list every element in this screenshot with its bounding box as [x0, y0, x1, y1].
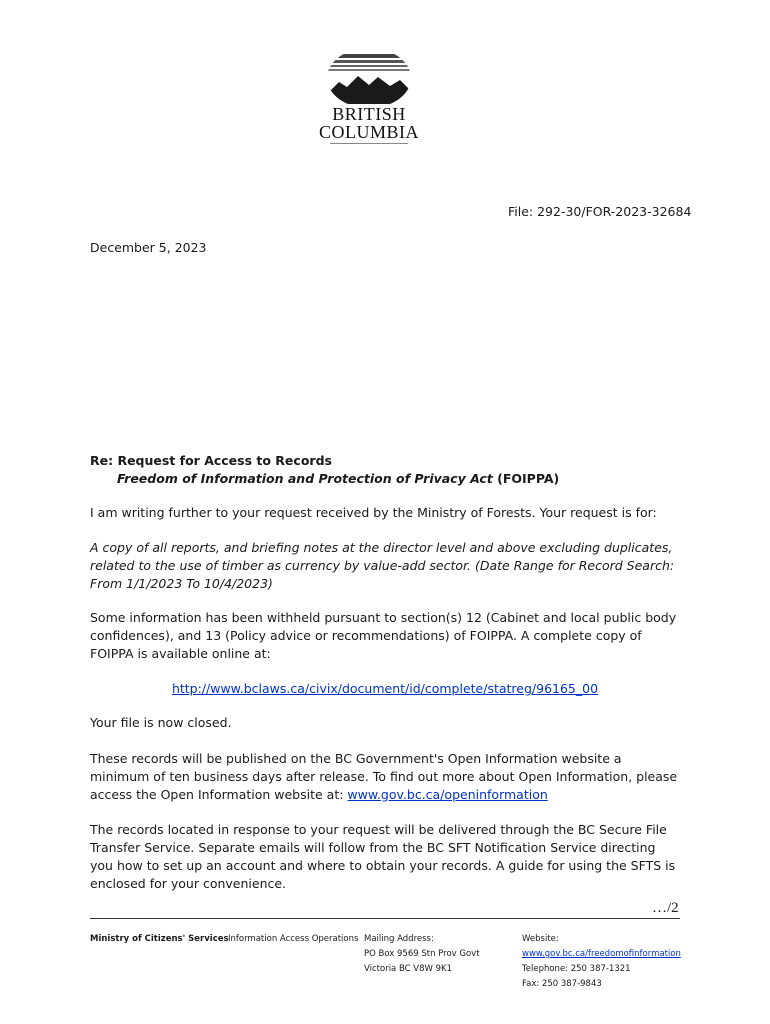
request-description: A copy of all reports, and briefing notes at the director level and above excluding duplicates, related to the use of timber as currency by value-add sector. (Date Range for Record Search: From 1/1/2023 To 10/4/2023) — [90, 540, 675, 591]
logo-text-columbia: COLUMBIA — [318, 122, 419, 142]
telephone: Telephone: 250 387-1321 — [522, 964, 631, 974]
open-information-text: These records will be published on the BC Government's Open Information website a minimum of ten business days after release. To find out more about Open Information, please access the Open Information website at: — [90, 751, 678, 802]
logo-text-british: BRITISH — [332, 104, 406, 124]
sft-delivery-paragraph: The records located in response to your request will be delivered through the BC Secure File Transfer Service. Separate emails will follow from the BC SFT Notification Service directing you how to set up an account and where to obtain your records. A guide for using the SFTS is enclosed for your convenience. — [90, 822, 676, 891]
website-label: Website: — [522, 934, 559, 944]
website-link[interactable]: www.gov.bc.ca/freedomofinformation — [522, 949, 681, 959]
footer-divider — [90, 918, 680, 919]
file-reference: File: 292-30/FOR-2023-32684 — [508, 204, 692, 219]
sun-mountains-icon — [314, 46, 424, 104]
logo-underline — [330, 143, 408, 144]
mailing-label: Mailing Address: — [364, 934, 434, 944]
letter-date: December 5, 2023 — [90, 240, 207, 255]
footer-mailing-address — [364, 932, 480, 977]
footer-ministry: Ministry of Citizens' Services — [90, 934, 229, 944]
withheld-info-paragraph: Some information has been withheld pursuant to section(s) 12 (Cabinet and local public body confidences), and 13 (Policy advice or recommendations) of FOIPPA. A complete copy of FOIPPA is available online at: — [90, 610, 677, 661]
mailing-line2: Victoria BC V8W 9K1 — [364, 964, 453, 974]
open-information-paragraph — [90, 750, 680, 804]
intro-paragraph: I am writing further to your request received by the Ministry of Forests. Your request is for: — [90, 505, 657, 520]
bc-government-logo — [314, 46, 424, 146]
subject-block — [90, 452, 559, 488]
act-line — [90, 470, 559, 488]
subject-line: Re: Request for Access to Records — [90, 453, 332, 468]
act-name: Freedom of Information and Protection of Privacy Act — [117, 471, 493, 486]
foippa-link-container — [90, 681, 680, 696]
file-closed-paragraph: Your file is now closed. — [90, 715, 232, 730]
open-information-link[interactable]: www.gov.bc.ca/openinformation — [347, 787, 548, 802]
footer-office: Information Access Operations — [228, 934, 359, 944]
act-abbrev: (FOIPPA) — [492, 471, 560, 486]
fax: Fax: 250 387-9843 — [522, 979, 602, 989]
footer-contact — [522, 932, 681, 992]
mailing-line1: PO Box 9569 Stn Prov Govt — [364, 949, 480, 959]
foippa-link[interactable]: http://www.bclaws.ca/civix/document/id/complete/statreg/96165_00 — [171, 681, 599, 696]
page-continuation: …/2 — [652, 900, 679, 916]
